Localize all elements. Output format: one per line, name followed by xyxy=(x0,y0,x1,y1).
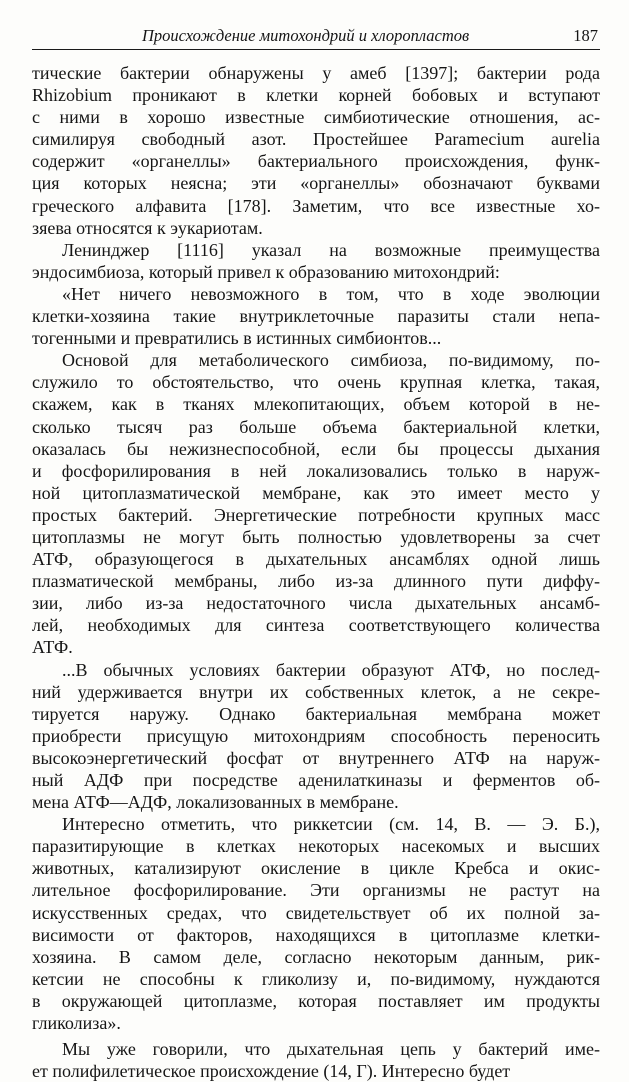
paragraph xyxy=(32,62,600,239)
text-line: искусственных средах, что свидетельствует об их полной за- xyxy=(32,902,600,923)
text-line: и фосфорилирования в ней локализовались только в наруж- xyxy=(32,460,600,481)
text-line: служило то обстоятельство, что очень крупная клетка, такая, xyxy=(32,372,600,393)
text-line: «Нет ничего невозможного в том, что в ходе эволюции xyxy=(62,283,600,304)
text-line: с ними в хорошо известные симбиотические отношения, ас- xyxy=(32,107,600,128)
text-line: кетсии не способны к гликолизу и, по-видимому, нуждаются xyxy=(32,968,600,989)
text-line: ция которых неясна; эти «органеллы» обозначают буквами xyxy=(32,173,600,194)
text-line: животных, катализируют окисление в цикле Кребса и окис- xyxy=(32,858,600,879)
text-line: АТФ. xyxy=(32,637,73,658)
text-line: ной цитоплазматической мембране, как это имеет место у xyxy=(32,482,600,503)
running-header xyxy=(32,22,600,48)
text-line: тические бактерии обнаружены у амеб [1397]; бактерии рода xyxy=(32,63,600,83)
text-line: тируется наружу. Однако бактериальная мембрана может xyxy=(32,703,600,724)
text-line: Rhizobium проникают в клетки корней бобовых и вступают xyxy=(32,85,600,106)
text-line: лительное фосфорилирование. Эти организмы не растут на xyxy=(32,880,600,901)
header-rule xyxy=(32,49,600,50)
paragraph xyxy=(32,349,600,658)
text-line: содержит «органеллы» бактериального происхождения, функ- xyxy=(32,151,600,172)
paragraph xyxy=(32,239,600,283)
text-line: ет полифилетическое происхождение (14, Г). Интересно будет xyxy=(32,1061,511,1082)
text-line: гликолиза». xyxy=(32,1013,121,1034)
page-number: 187 xyxy=(573,26,598,45)
text-line: оказалась бы нежизнеспособной, если бы процессы дыхания xyxy=(32,438,600,459)
text-line: цитоплазмы не могут быть полностью удовлетворены за счет xyxy=(32,526,600,547)
text-line: высокоэнергетический фосфат от внутреннего АТФ на наруж- xyxy=(32,747,600,768)
book-page xyxy=(32,0,600,1082)
text-line: АТФ, образующегося в дыхательных ансамблях одной лишь xyxy=(32,549,600,570)
text-line: тогенными и превратились в истинных симбионтов... xyxy=(32,328,442,349)
paragraph xyxy=(32,1038,600,1082)
text-line: в окружающей цитоплазме, которая поставляет им продукты xyxy=(32,990,600,1011)
text-line: зии, либо из-за недостаточного числа дыхательных ансамб- xyxy=(32,593,600,614)
body-text xyxy=(32,62,600,1082)
text-line: паразитирующие в клетках некоторых насекомых и высших xyxy=(32,836,600,857)
text-line: ний удерживается внутри их собственных клеток, а не секре- xyxy=(32,681,600,702)
paragraph xyxy=(32,283,600,349)
paragraph xyxy=(32,659,600,814)
text-line: ный АДФ при посредстве аденилаткиназы и ферментов об- xyxy=(32,770,600,790)
text-line: Основой для метаболического симбиоза, по-видимому, по- xyxy=(62,350,600,371)
text-line: сколько тысяч раз больше объема бактериальной клетки, xyxy=(32,416,600,437)
text-line: висимости от факторов, находящихся в цитоплазме клетки- xyxy=(32,924,600,945)
text-line: плазматической мембраны, либо из-за длинного пути диффу- xyxy=(32,571,600,592)
text-line: приобрести присущую митохондриям способность переносить xyxy=(32,725,600,746)
text-line: Интересно отметить, что риккетсии (см. 14, В. — Э. Б.), xyxy=(62,814,600,835)
text-line: симилируя свободный азот. Простейшее Paramecium aurelia xyxy=(32,129,600,150)
text-line: греческого алфавита [178]. Заметим, что все известные хо- xyxy=(32,195,600,216)
text-line: хозяина. В самом деле, согласно некоторым данным, рик- xyxy=(32,946,600,967)
text-line: ...В обычных условиях бактерии образуют АТФ, но послед- xyxy=(62,659,600,680)
text-line: эндосимбиоза, который привел к образованию митохондрий: xyxy=(32,261,500,282)
text-line: зяева относятся к эукариотам. xyxy=(32,217,263,238)
text-line: клетки-хозяина такие внутриклеточные паразиты стали непа- xyxy=(32,306,600,327)
text-line: скажем, как в тканях млекопитающих, объем которой в не- xyxy=(32,394,600,415)
paragraph xyxy=(32,813,600,1034)
text-line: Ленинджер [1116] указал на возможные преимущества xyxy=(62,239,600,260)
text-line: Мы уже говорили, что дыхательная цепь у бактерий име- xyxy=(62,1039,600,1060)
text-line: простых бактерий. Энергетические потребности крупных масс xyxy=(32,504,600,525)
text-line: мена АТФ—АДФ, локализованных в мембране. xyxy=(32,792,399,813)
text-line: лей, необходимых для синтеза соответствующего количества xyxy=(32,615,600,636)
running-title: Происхождение митохондрий и хлоропластов xyxy=(142,26,470,45)
